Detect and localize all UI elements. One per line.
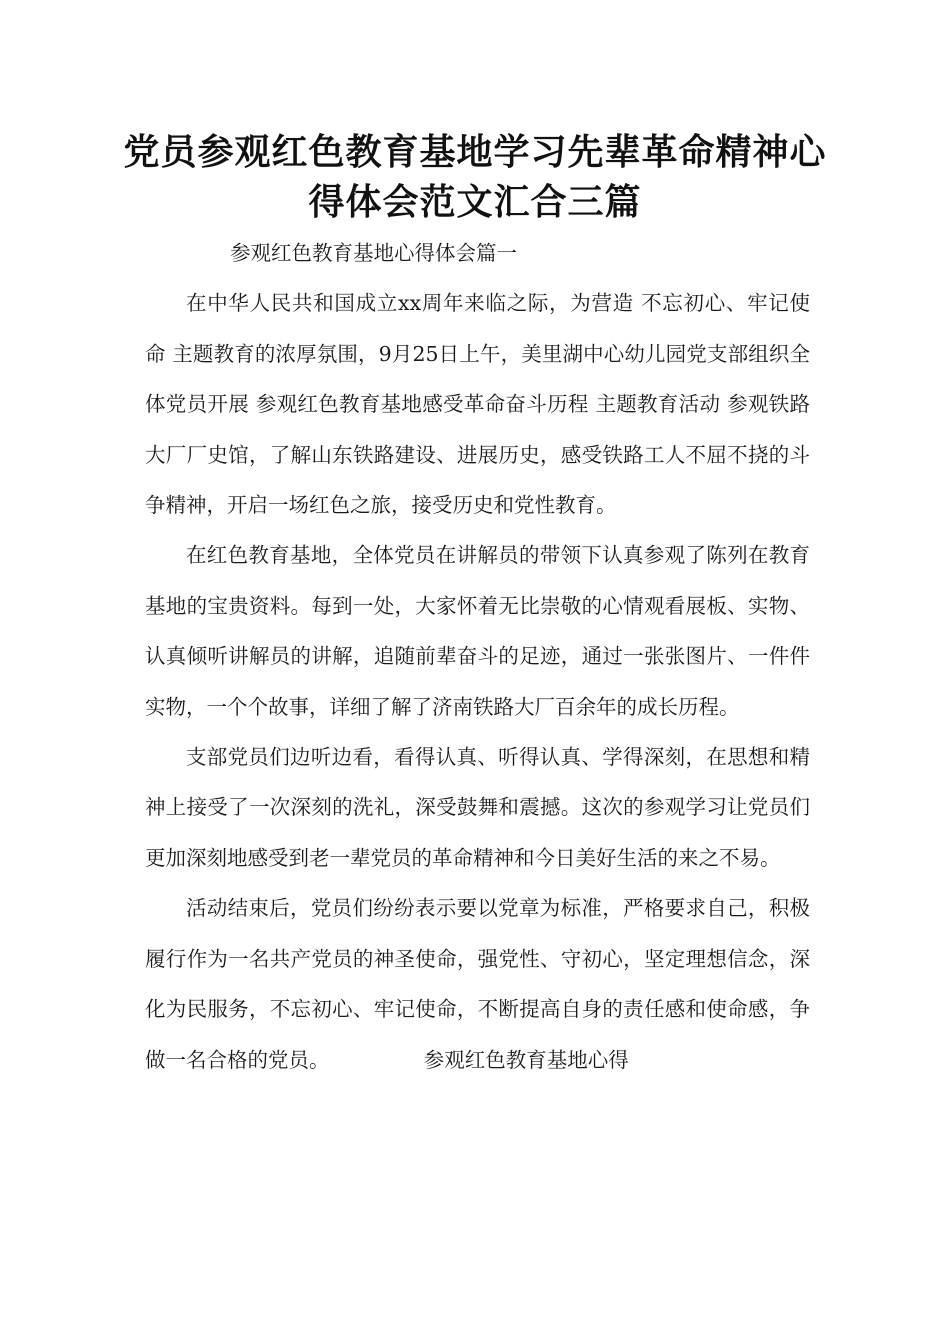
section-heading-text: 参观红色教育基地心得体会篇一 [230, 241, 518, 265]
document-body [145, 228, 810, 1085]
paragraph-3: 支部党员们边听边看，看得认真、听得认真、学得深刻，在思想和精神上接受了一次深刻的洗礼，深受鼓舞和震撼。这次的参观学习让党员们更加深刻地感受到老一辈党员的革命精神和今日美好生活的来之不易。 [145, 745, 810, 870]
paragraph-4-text: 活动结束后，党员们纷纷表示要以党章为标准，严格要求自己，积极履行作为一名共产党员的神圣使命，强党性、守初心，坚定理想信念，深化为民服务，不忘初心、牢记使命，不断提高自身的责任感和使命感，争做一名合格的党员。 [145, 896, 810, 1072]
document-title: 党员参观红色教育基地学习先辈革命精神心得体会范文汇合三篇 [123, 132, 827, 223]
paragraph-1: 在中华人民共和国成立xx周年来临之际，为营造 不忘初心、牢记使命 主题教育的浓厚氛围，9月25日上午，美里湖中心幼儿园党支部组织全体党员开展 参观红色教育基地感受革命奋斗历程 主题教育活动 参观铁路大厂厂史馆，了解山东铁路建设、进展历史，感受铁路工人不屈不挠的斗争精神，开启一场红色之旅，接受历史和党性教育。 [145, 291, 810, 518]
paragraph-4 [145, 883, 810, 1085]
paragraph-2: 在红色教育基地，全体党员在讲解员的带领下认真参观了陈列在教育基地的宝贵资料。每到一处，大家怀着无比崇敬的心情观看展板、实物、认真倾听讲解员的讲解，追随前辈奋斗的足迹，通过一张张图片、一件件实物，一个个故事，详细了解了济南铁路大厂百余年的成长历程。 [145, 543, 810, 719]
next-section-heading-fragment: 参观红色教育基地心得 [423, 1047, 629, 1072]
section-heading [145, 228, 810, 278]
